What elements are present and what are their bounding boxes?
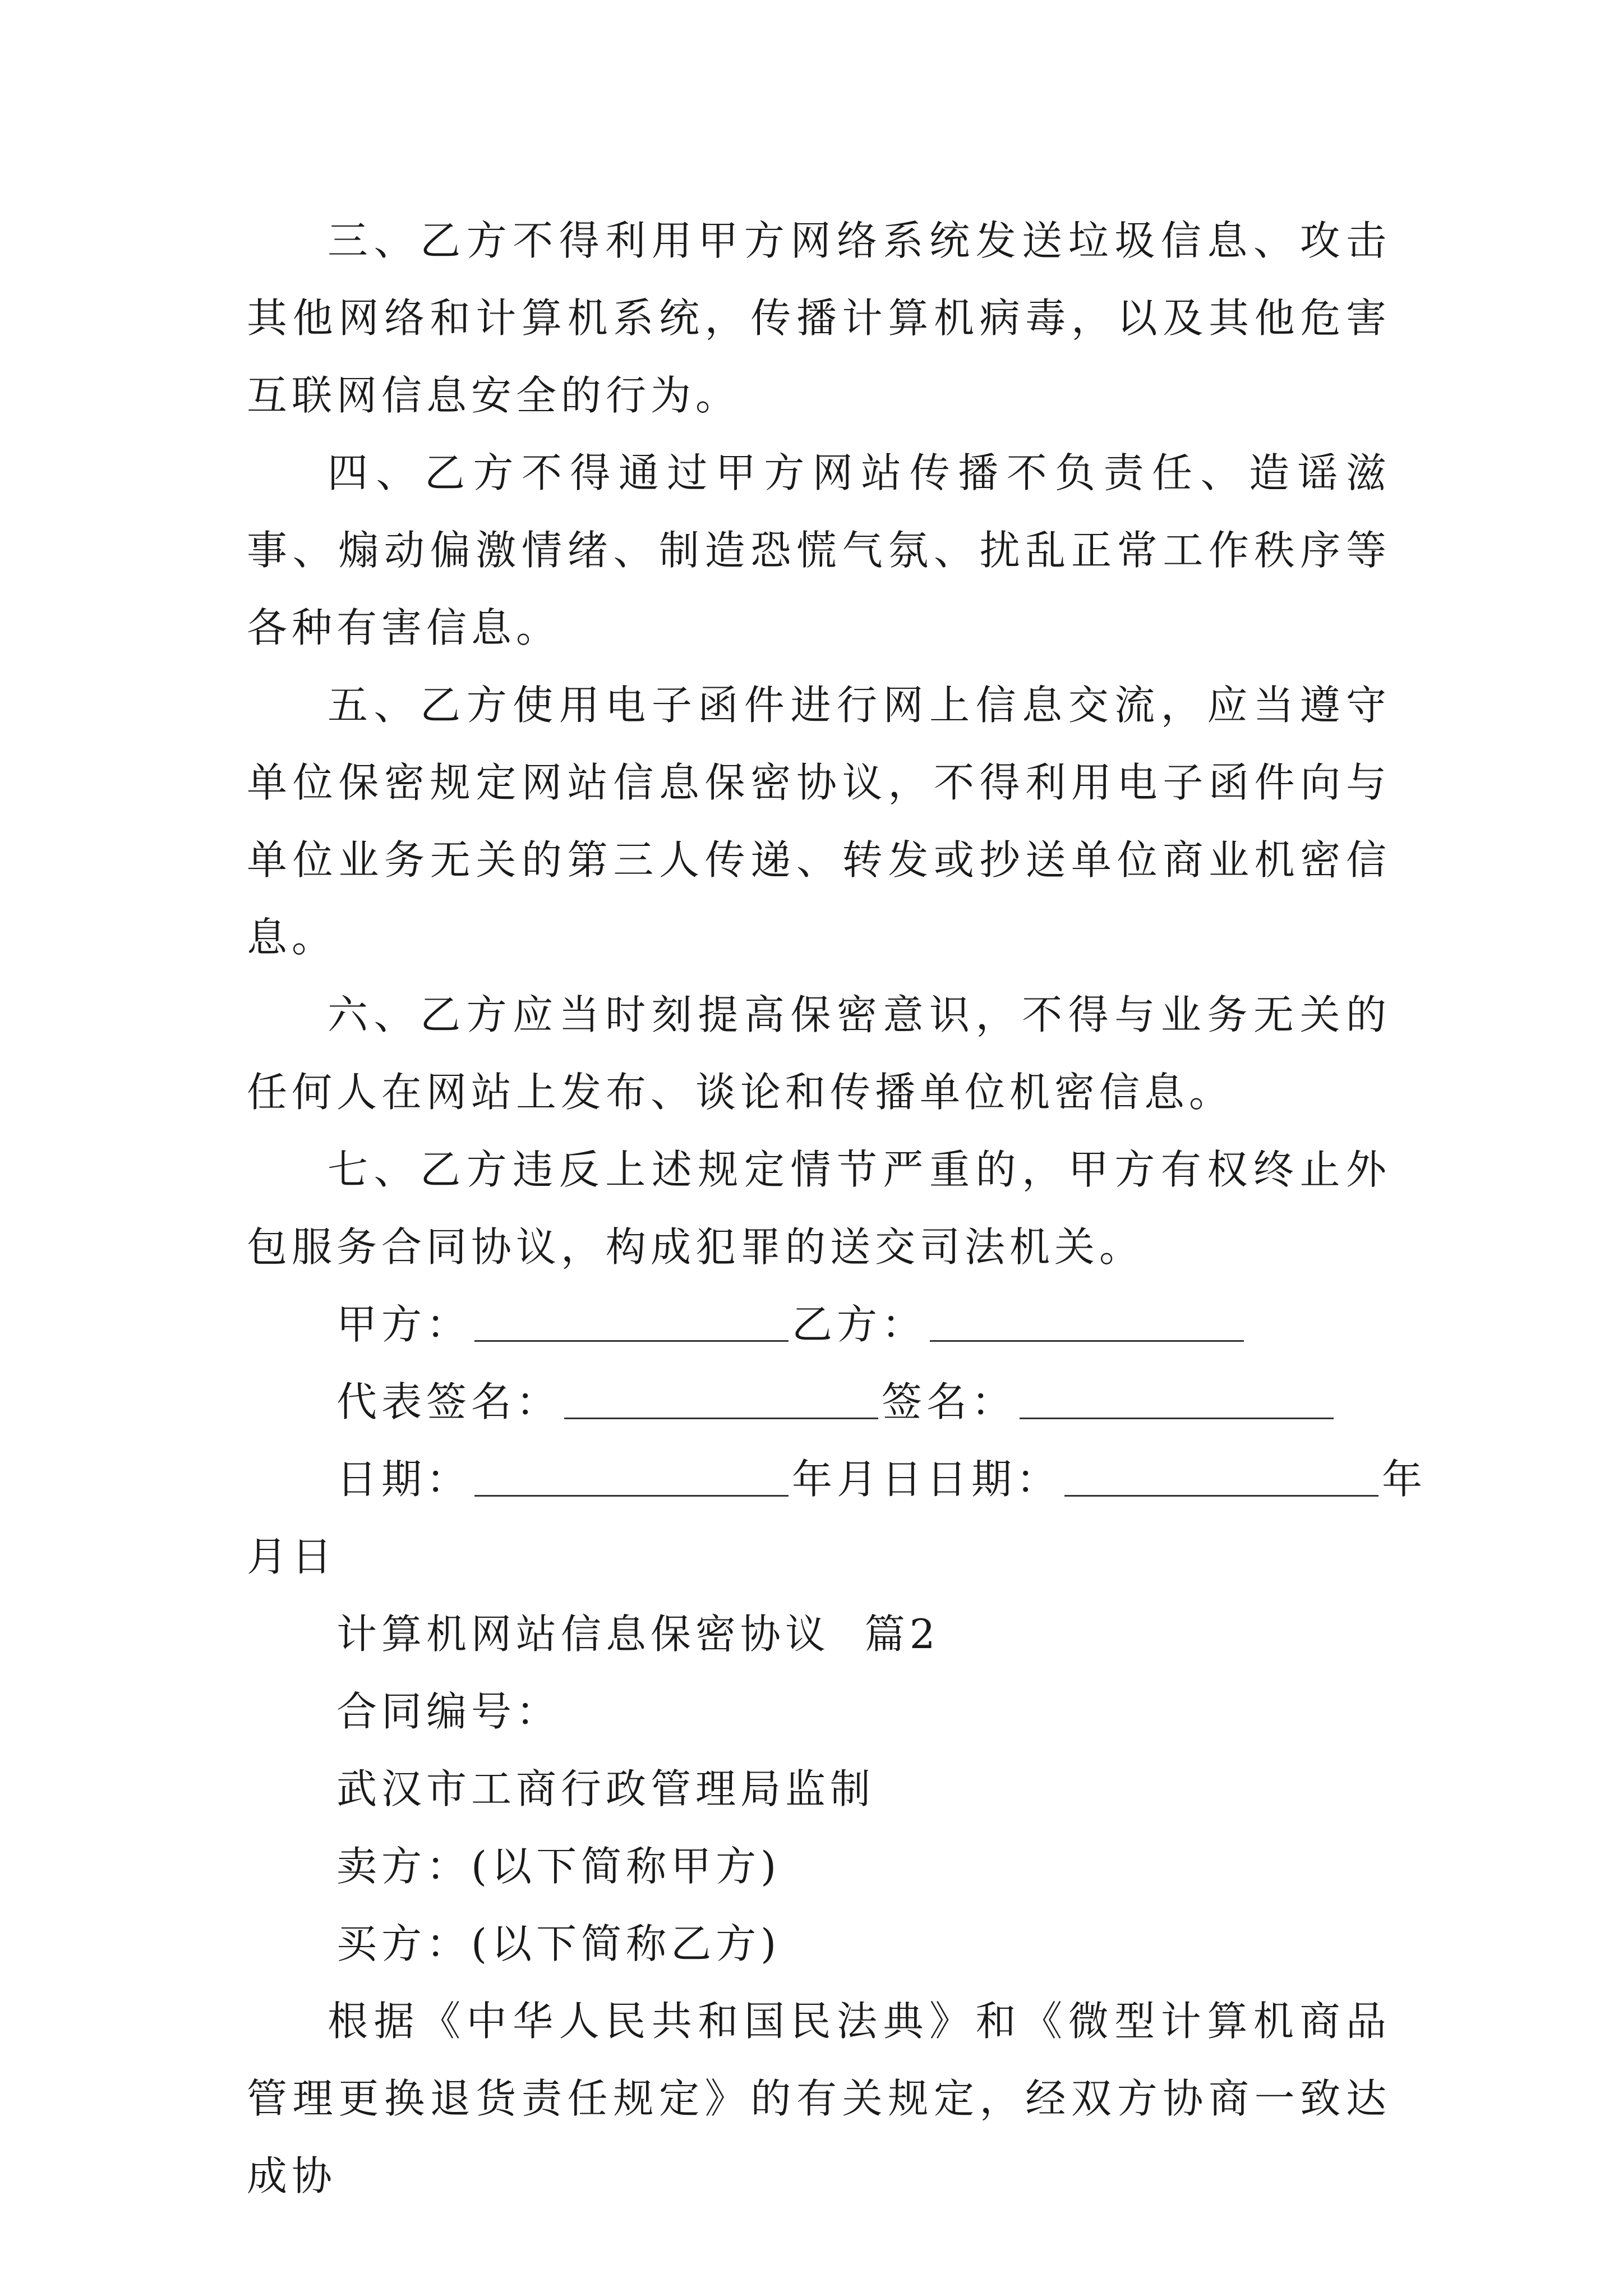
- party-a-blank[interactable]: [474, 1301, 789, 1342]
- section2-title: 计算机网站信息保密协议 篇2: [336, 1611, 940, 1658]
- party-b-label: 乙方：: [792, 1301, 927, 1348]
- date-a-blank[interactable]: [474, 1456, 789, 1497]
- clause-5: 五、乙方使用电子函件进行网上信息交流，应当遵守单位保密规定网站信息保密协议，不得利用电子函件向与单位业务无关的第三人传递、转发或抄送单位商业机密信息。: [247, 682, 1391, 961]
- supervisor-line: 武汉市工商行政管理局监制: [336, 1765, 875, 1812]
- party-line: [247, 1286, 1391, 1363]
- clause-7: 七、乙方违反上述规定情节严重的，甲方有权终止外包服务合同协议，构成犯罪的送交司法机关。: [247, 1146, 1391, 1271]
- rep-sign-label: 代表签名：: [336, 1378, 561, 1425]
- date-label-a: 日期：: [336, 1456, 472, 1503]
- buyer-line: 买方：(以下简称乙方): [336, 1920, 781, 1967]
- party-a-label: 甲方：: [336, 1301, 472, 1348]
- document-page: [247, 202, 1427, 2215]
- date-wrap: 月日: [247, 1533, 337, 1580]
- date-b-blank[interactable]: [1064, 1456, 1378, 1497]
- sign-blank[interactable]: [1020, 1378, 1334, 1419]
- signature-line: [247, 1363, 1391, 1441]
- clause-3: 三、乙方不得利用甲方网络系统发送垃圾信息、攻击其他网络和计算机系统，传播计算机病毒，以及其他危害互联网信息安全的行为。: [247, 217, 1391, 419]
- date-mid-label: 年月日日期：: [792, 1456, 1062, 1503]
- party-b-blank[interactable]: [930, 1301, 1244, 1342]
- contract-number: 合同编号：: [336, 1688, 561, 1735]
- section2-intro: 根据《中华人民共和国民法典》和《微型计算机商品管理更换退货责任规定》的有关规定，经双方协商一致达成协: [247, 1998, 1391, 2200]
- clause-6: 六、乙方应当时刻提高保密意识，不得与业务无关的任何人在网站上发布、谈论和传播单位机密信息。: [247, 991, 1391, 1116]
- date-line: [247, 1441, 1427, 1518]
- rep-sign-blank[interactable]: [564, 1378, 878, 1419]
- clause-4: 四、乙方不得通过甲方网站传播不负责任、造谣滋事、煽动偏激情绪、制造恐慌气氛、扰乱正常工作秩序等各种有害信息。: [247, 449, 1391, 651]
- seller-line: 卖方：(以下简称甲方): [336, 1843, 781, 1890]
- sign-label: 签名：: [882, 1378, 1017, 1425]
- date-end-label: 年: [1382, 1456, 1427, 1503]
